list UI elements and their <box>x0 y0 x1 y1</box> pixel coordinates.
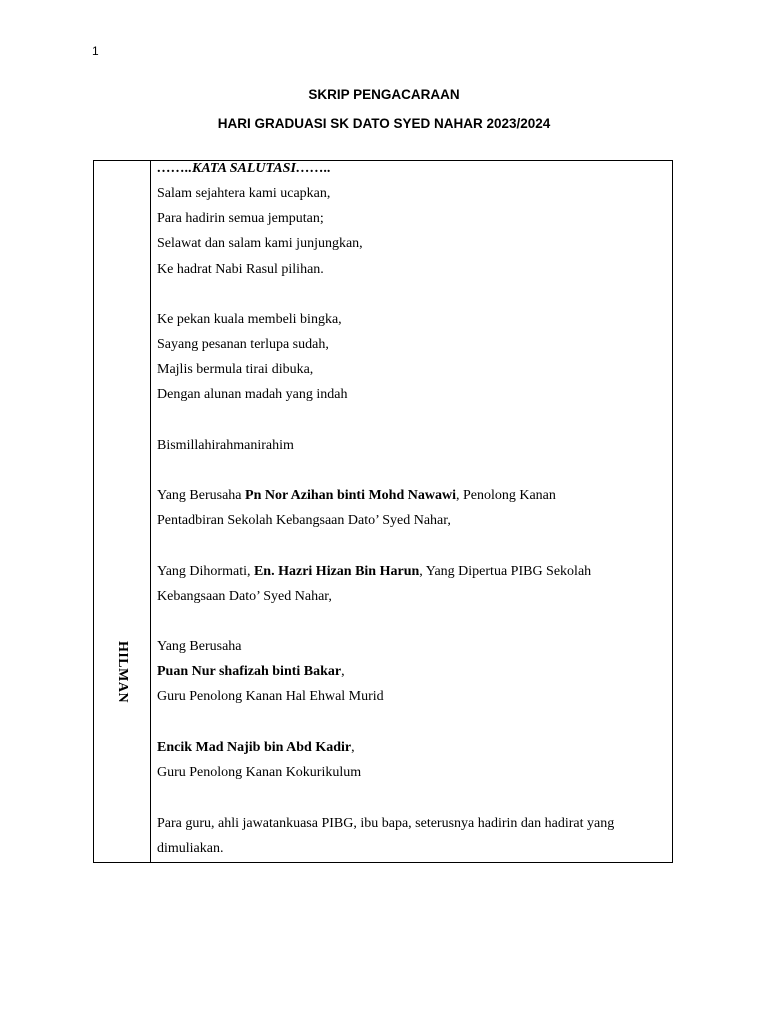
greeting-line <box>157 488 667 504</box>
greeting-comma: , <box>341 664 345 679</box>
greeting-prefix: Yang Berusaha <box>157 488 246 503</box>
greeting-line: Kebangsaan Dato’ Syed Nahar, <box>157 589 332 604</box>
guest-name: Encik Mad Najib bin Abd Kadir <box>157 740 352 755</box>
pantun-line: Ke hadrat Nabi Rasul pilihan. <box>157 262 324 277</box>
closing-line: dimuliakan. <box>157 841 224 856</box>
greeting-line <box>157 664 345 680</box>
closing-line: Para guru, ahli jawatankuasa PIBG, ibu bapa, seterusnya hadirin dan hadirat yang <box>157 816 615 831</box>
salutation-heading: ……..KATA SALUTASI…….. <box>157 161 331 176</box>
pantun-line: Salam sejahtera kami ucapkan, <box>157 186 331 201</box>
greeting-line <box>157 564 667 580</box>
pantun-line: Majlis bermula tirai dibuka, <box>157 362 314 377</box>
greeting-comma: , <box>351 740 355 755</box>
pantun-line: Dengan alunan madah yang indah <box>157 387 348 402</box>
guest-name: Pn Nor Azihan binti Mohd Nawawi <box>245 488 456 503</box>
document-subtitle: HARI GRADUASI SK DATO SYED NAHAR 2023/2024 <box>217 116 551 131</box>
greeting-line: Yang Berusaha <box>157 639 242 654</box>
speaker-name: HILMAN <box>115 640 130 704</box>
speaker-column <box>94 161 151 862</box>
script-table <box>93 160 673 863</box>
document-title: SKRIP PENGACARAAN <box>308 87 460 102</box>
pantun-line: Ke pekan kuala membeli bingka, <box>157 312 342 327</box>
guest-name: Puan Nur shafizah binti Bakar <box>157 664 342 679</box>
greeting-prefix: Yang Dihormati, <box>157 564 254 579</box>
greeting-line: Pentadbiran Sekolah Kebangsaan Dato’ Syed Nahar, <box>157 513 451 528</box>
guest-name: En. Hazri Hizan Bin Harun <box>253 564 420 579</box>
greeting-role: Guru Penolong Kanan Kokurikulum <box>157 765 362 780</box>
pantun-line: Selawat dan salam kami junjungkan, <box>157 236 363 251</box>
bismillah: Bismillahirahmanirahim <box>157 438 294 453</box>
greeting-suffix: , Penolong Kanan <box>455 488 556 503</box>
greeting-line <box>157 740 355 756</box>
page-number: 1 <box>92 44 99 58</box>
greeting-suffix: , Yang Dipertua PIBG Sekolah <box>419 564 592 579</box>
pantun-line: Para hadirin semua jemputan; <box>157 211 324 226</box>
greeting-role: Guru Penolong Kanan Hal Ehwal Murid <box>157 689 384 704</box>
pantun-line: Sayang pesanan terlupa sudah, <box>157 337 329 352</box>
